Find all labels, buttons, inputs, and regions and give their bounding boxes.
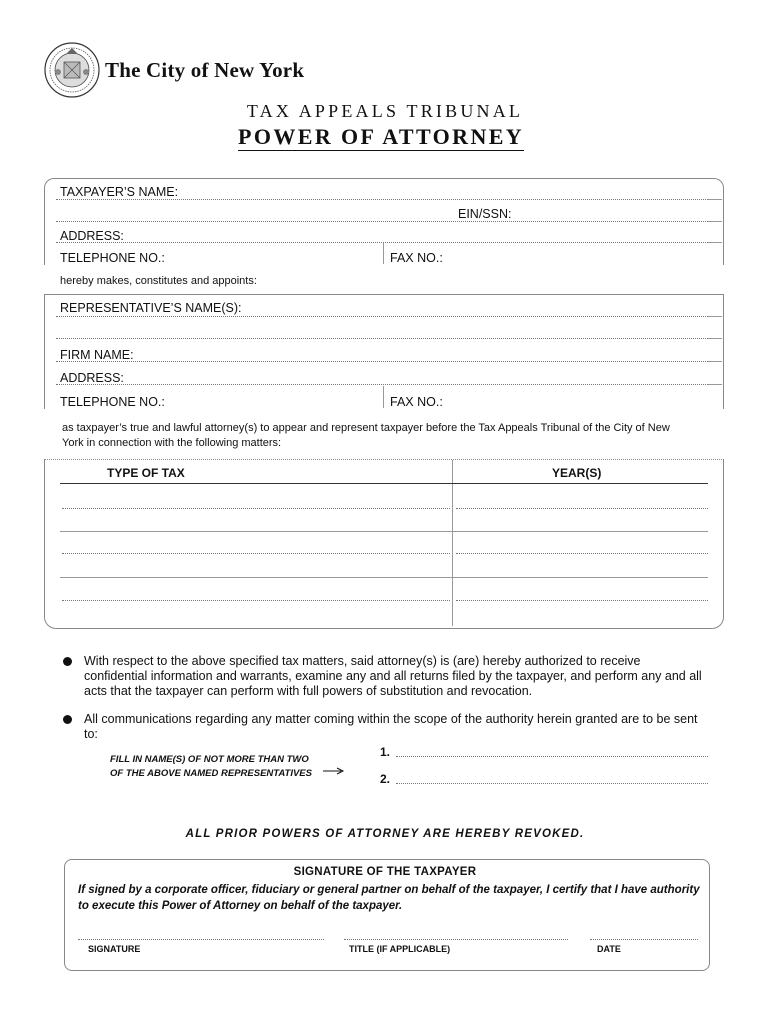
years-header: YEAR(S)	[552, 466, 602, 480]
form-title: POWER OF ATTORNEY	[238, 124, 525, 149]
nyc-seal-icon	[44, 42, 100, 98]
table-row[interactable]	[456, 553, 708, 554]
representative-fax-label: FAX NO.:	[390, 395, 443, 409]
city-title: The City of New York	[105, 58, 305, 82]
tax-matters-table	[44, 459, 724, 629]
date-field[interactable]	[590, 939, 698, 940]
representative-name-field-2[interactable]	[56, 338, 708, 339]
fill-in-note	[110, 753, 312, 781]
authority-paragraph	[84, 654, 702, 699]
attorney-text-line-2: York in connection with the following matters:	[62, 437, 282, 449]
taxpayer-name-label: TAXPAYER’S NAME:	[60, 185, 179, 199]
communications-paragraph	[84, 712, 698, 742]
signature-label: SIGNATURE	[88, 944, 141, 954]
table-row[interactable]	[456, 508, 708, 509]
attorney-text	[62, 421, 670, 451]
table-row[interactable]	[62, 553, 450, 554]
type-of-tax-header: TYPE OF TAX	[107, 466, 185, 480]
fill-in-note-line-1: FILL IN NAME(S) OF NOT MORE THAN TWO	[110, 754, 309, 765]
representative-address-label: ADDRESS:	[60, 371, 124, 385]
signature-heading: SIGNATURE OF THE TAXPAYER	[293, 866, 477, 878]
fill-in-note-line-2: OF THE ABOVE NAMED REPRESENTATIVES	[110, 768, 312, 779]
recipient-2-field[interactable]	[396, 783, 708, 784]
communications-line-2: to:	[84, 727, 98, 741]
attorney-text-line-1: as taxpayer’s true and lawful attorney(s) to appear and represent taxpayer before the Tax Appeals Tribunal of the City of New	[62, 422, 670, 434]
representative-address-field[interactable]	[56, 384, 708, 385]
authority-line-3: acts that the taxpayer can perform with full powers of substitution and revocation.	[84, 684, 533, 698]
right-arrow-icon	[323, 763, 345, 781]
communications-line-1: All communications regarding any matter coming within the scope of the authority herein granted are to be sent	[84, 712, 698, 726]
authority-line-2: confidential information and warrants, examine any and all returns filed by the taxpayer, and perform any and all	[84, 669, 702, 683]
title-field[interactable]	[344, 939, 568, 940]
firm-name-field[interactable]	[56, 361, 708, 362]
taxpayer-address-field[interactable]	[56, 242, 708, 243]
taxpayer-fax-label: FAX NO.:	[390, 251, 443, 265]
recipient-2-label: 2.	[380, 772, 391, 786]
table-row[interactable]	[62, 508, 450, 509]
recipient-1-label: 1.	[380, 745, 391, 759]
recipient-1-field[interactable]	[396, 756, 708, 757]
revoked-notice: ALL PRIOR POWERS OF ATTORNEY ARE HEREBY REVOKED.	[185, 828, 585, 840]
appoints-text: hereby makes, constitutes and appoints:	[60, 275, 257, 287]
representative-name-label: REPRESENTATIVE’S NAME(S):	[60, 301, 242, 315]
tribunal-title: TAX APPEALS TRIBUNAL	[246, 101, 524, 121]
ein-ssn-field[interactable]	[56, 221, 708, 222]
authority-line-1: With respect to the above specified tax matters, said attorney(s) is (are) hereby authorized to receive	[84, 654, 641, 668]
table-row[interactable]	[456, 600, 708, 601]
bullet-icon	[63, 657, 72, 666]
bullet-icon	[63, 715, 72, 724]
representative-name-field[interactable]	[56, 316, 708, 317]
representative-telephone-label: TELEPHONE NO.:	[60, 395, 165, 409]
taxpayer-telephone-label: TELEPHONE NO.:	[60, 251, 165, 265]
certify-line-2: to execute this Power of Attorney on behalf of the taxpayer.	[78, 900, 403, 912]
date-label: DATE	[597, 944, 621, 954]
taxpayer-name-field[interactable]	[56, 199, 708, 200]
table-row[interactable]	[62, 600, 450, 601]
signature-field[interactable]	[78, 939, 324, 940]
taxpayer-address-label: ADDRESS:	[60, 229, 124, 243]
firm-name-label: FIRM NAME:	[60, 348, 134, 362]
certify-line-1: If signed by a corporate officer, fiduciary or general partner on behalf of the taxpayer, I certify that I have authority	[78, 884, 700, 896]
title-label: TITLE (IF APPLICABLE)	[349, 944, 451, 954]
ein-ssn-label: EIN/SSN:	[458, 207, 512, 221]
certify-text	[78, 882, 700, 914]
